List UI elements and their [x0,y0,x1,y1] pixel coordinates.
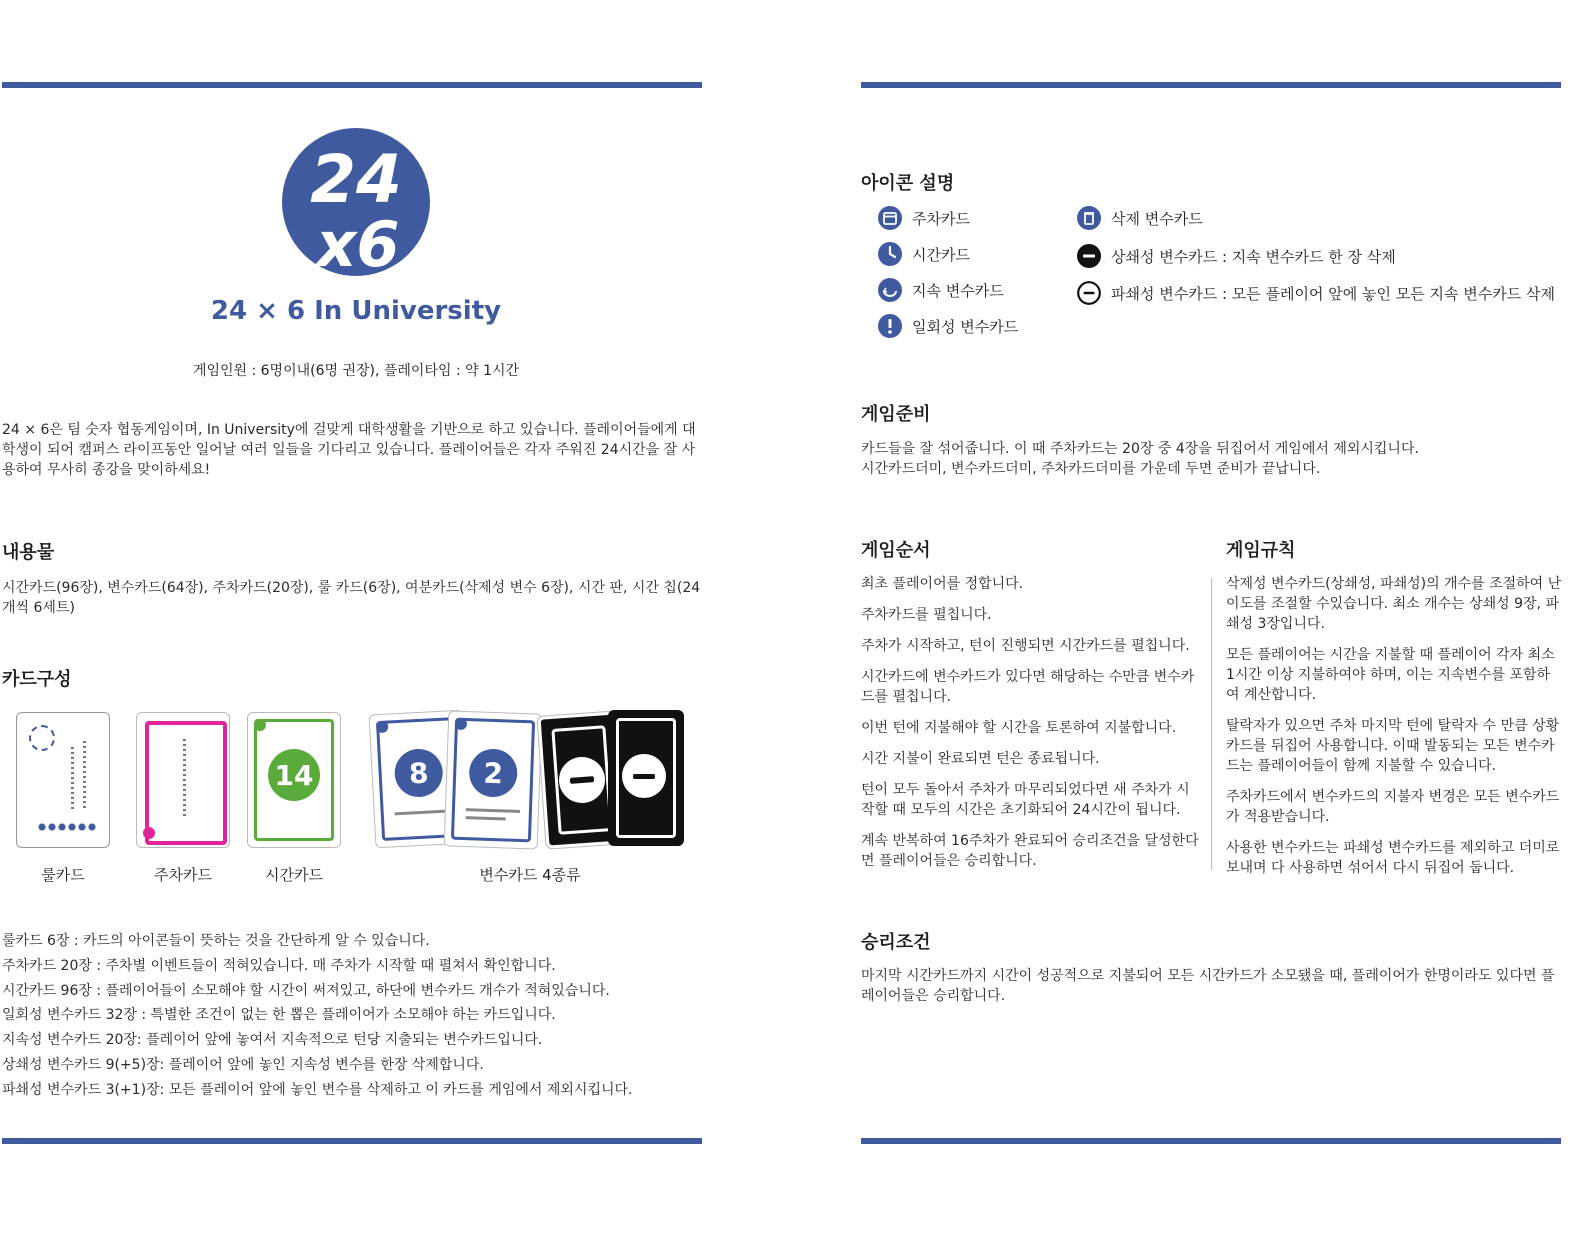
card-description: 주차카드 20장 : 주차별 이벤트들이 적혀있습니다. 매 주차가 시작할 때 펼쳐서 확인합니다. [2,957,556,974]
icon-legend-label: 주차카드 [912,209,970,228]
week-card-text-lines [183,739,186,819]
variable-card-label: 변수카드 4종류 [479,866,581,884]
order-heading: 게임순서 [861,540,931,561]
icons-heading: 아이콘 설명 [861,173,955,194]
rule-card-text-lines [83,741,86,811]
rule-item: 모든 플레이어는 시간을 지불할 때 플레이어 각자 최소 1시간 이상 지불하여야 하며, 이는 지속변수를 포함하여 계산합니다. [1226,647,1555,703]
prep-line: 시간카드더미, 변수카드더미, 주차카드더미를 가운데 두면 준비가 끝납니다. [861,461,1321,477]
rule-card [16,712,110,848]
icon-legend-label: 삭제 변수카드 [1111,209,1203,228]
card-description: 룰카드 6장 : 카드의 아이콘들이 뜻하는 것을 간단하게 알 수 있습니다. [2,933,430,949]
clock-icon [254,719,266,731]
rule-item: 삭제성 변수카드(상쇄성, 파쇄성)의 개수를 조절하여 난이도를 조절할 수있습니다. 최소 개수는 상쇄성 9장, 파쇄성 3장입니다. [1226,576,1562,632]
top-rule-left [2,82,702,88]
rule-item: 주차카드에서 변수카드의 지불자 변경은 모든 변수카드가 적용받습니다. [1226,789,1560,825]
rules-heading: 게임규칙 [1226,540,1296,561]
time-card [247,712,341,848]
order-step: 턴이 모두 돌아서 주차가 마무리되었다면 새 주차가 시작할 때 모두의 시간은 초기화되어 24시간이 됩니다. [861,782,1190,818]
order-step: 시간카드에 변수카드가 있다면 해당하는 수만큼 변수카드를 펼칩니다. [861,669,1195,705]
time-card-label: 시간카드 [265,866,323,884]
calendar-icon [878,206,902,230]
card-description: 일회성 변수카드 32장 : 특별한 조건이 없는 한 뽑은 플레이어가 소모해야 하는 카드입니다. [2,1007,556,1024]
contents-heading: 내용물 [2,542,55,563]
column-divider [1211,578,1212,870]
icon-legend-label: 시간카드 [912,245,970,264]
variable-card-value: 2 [468,748,518,798]
minus-outline-icon [1077,281,1101,305]
icon-legend-item [1077,281,1555,305]
minus-filled-icon [1077,244,1101,268]
rule-item: 탈락자가 있으면 주차 마지막 턴에 탈락자 수 만큼 상황카드를 뒤집어 사용합니다. 이때 발동되는 모든 변수카드는 플레이어들이 함께 지불할 수 있습니다. [1226,718,1560,774]
victory-text: 마지막 시간카드까지 시간이 성공적으로 지불되어 모든 시간카드가 소모됐을 때, 플레이어가 한명이라도 있다면 플레이어들은 승리합니다. [861,968,1555,1004]
logo-mark [282,128,430,276]
card-description: 지속성 변수카드 20장: 플레이어 앞에 놓여서 지속적으로 턴당 지출되는 변수카드입니다. [2,1032,543,1049]
game-meta: 게임인원 : 6명이내(6명 권장), 플레이타임 : 약 1시간 [192,363,520,379]
repeat-icon [878,278,902,302]
prep-heading: 게임준비 [861,404,931,425]
rules-list [1226,574,1562,889]
victory-heading: 승리조건 [861,932,931,953]
prep-text [861,439,1561,479]
logo-title: 24 × 6 In University [210,296,502,326]
icon-legend-label: 상쇄성 변수카드 : 지속 변수카드 한 장 삭제 [1111,247,1396,266]
order-list [861,574,1199,882]
order-step: 계속 반복하여 16주차가 완료되어 승리조건을 달성한다면 플레이어들은 승리합니다. [861,833,1199,869]
week-card-frame [145,721,227,845]
order-step: 주차카드를 펼칩니다. [861,607,992,623]
icon-legend-item [1077,244,1396,268]
variable-card-persistent [444,710,543,849]
order-step: 최초 플레이어를 정합니다. [861,576,1024,592]
minus-outline-icon [622,754,666,798]
card-description-list [2,929,704,1103]
time-card-value: 14 [268,749,320,801]
card-description: 시간카드 96장 : 플레이어들이 소모해야 할 시간이 써져있고, 하단에 변수카드 개수가 적혀있습니다. [2,982,610,999]
clock-icon [878,242,902,266]
bottom-rule-right [861,1138,1561,1144]
icon-legend-item [878,278,1004,302]
week-card-label: 주차카드 [154,866,212,884]
order-step: 시간 지불이 완료되면 턴은 종료됩니다. [861,751,1100,767]
contents-text: 시간카드(96장), 변수카드(64장), 주차카드(20장), 룰 카드(6장), 여분카드(삭제성 변수 6장), 시간 판, 시간 칩(24개씩 6세트) [2,580,701,616]
bottom-rule-left [2,1138,702,1144]
intro-text: 24 × 6은 팀 숫자 협동게임이며, In University에 걸맞게 대학생활을 기반으로 하고 있습니다. 플레이어들에게 대학생이 되어 캠퍼스 라이프동안 일어날 여러 일들을 기다리고 있습니다. 플레이어들은 각자 주워진 24시간을 잘 사용하여 무사히 종강을 맞이하세요! [2,422,696,478]
variable-card-shatter [608,710,684,846]
icon-legend-label: 지속 변수카드 [912,281,1004,300]
rule-item: 사용한 변수카드는 파쇄성 변수카드를 제외하고 더미로 보내며 다 사용하면 섞어서 다시 뒤집어 둡니다. [1226,840,1560,876]
trash-icon [1077,206,1101,230]
cards-heading: 카드구성 [2,669,72,690]
rule-card-label: 룰카드 [41,866,85,884]
logo-top-number: 24 [310,141,402,218]
prep-line: 카드들을 잘 섞어줍니다. 이 때 주차카드는 20장 중 4장을 뒤집어서 게임에서 제외시킵니다. [861,441,1419,457]
icon-legend-item [1077,206,1203,230]
icon-legend-item [878,242,970,266]
rule-card-ring-icon [29,725,55,751]
logo [282,128,430,276]
logo-bottom-number: x6 [316,208,400,276]
card-description: 상쇄성 변수카드 9(+5)장: 플레이어 앞에 놓인 지속성 변수를 한장 삭제합니다. [2,1056,484,1073]
order-step: 이번 턴에 지불해야 할 시간을 토론하여 지불합니다. [861,720,1177,736]
icon-legend-label: 일회성 변수카드 [912,317,1019,336]
variable-card-value: 8 [393,748,443,798]
icon-legend-label: 파쇄성 변수카드 : 모든 플레이어 앞에 놓인 모든 지속 변수카드 삭제 [1111,284,1555,303]
exclamation-icon [878,314,902,338]
top-rule-right [861,82,1561,88]
rule-card-text-lines [71,747,74,811]
rule-card-icon-row [37,823,97,831]
calendar-icon [143,827,155,839]
card-description: 파쇄성 변수카드 3(+1)장: 모든 플레이어 앞에 놓인 변수를 삭제하고 이 카드를 게임에서 제외시킵니다. [2,1081,633,1098]
icon-legend-item [878,206,970,230]
week-card [136,712,230,848]
order-step: 주차가 시작하고, 턴이 진행되면 시간카드를 펼칩니다. [861,638,1190,654]
icon-legend-item [878,314,1018,338]
